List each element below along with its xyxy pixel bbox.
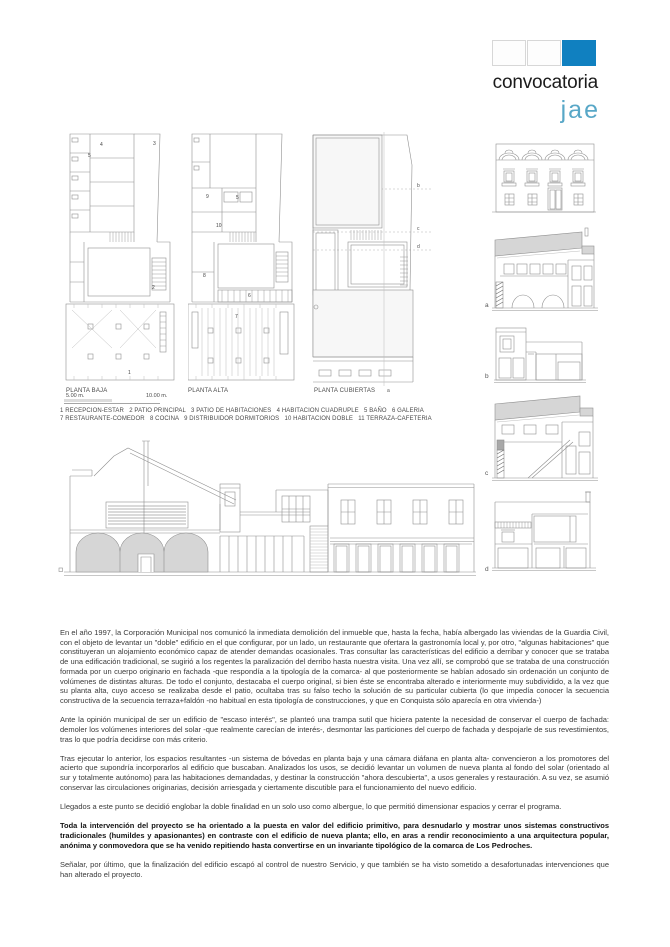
section-a-pier xyxy=(496,282,503,308)
paragraph-4: Llegados a este punto se decidió englobar la doble finalidad en un solo uso como albergue, lo que permitió dimensionar espacios y cerrar el programa. xyxy=(60,802,562,812)
brand-title: convocatoria xyxy=(492,72,598,93)
section-a-drawing xyxy=(490,224,600,312)
longitudinal-section-drawing xyxy=(56,426,480,590)
brand-square-2 xyxy=(527,40,561,66)
brand-square-accent xyxy=(562,40,596,66)
article-body xyxy=(60,628,609,889)
room-number: 2 xyxy=(152,285,155,291)
long-section-stove-door xyxy=(138,554,154,572)
section-marker-d: d xyxy=(417,244,420,250)
plan-alta-drawing xyxy=(188,132,298,390)
plan-cubiertas-walls xyxy=(313,135,413,382)
paragraph-1: En el año 1997, la Corporación Municipal nos comunicó la inmediata demolición del inmueble que, hasta la fecha, había albergado las viviendas de la Guardia Civil, con el objeto de levantar un "doble" edificio en el que configurar, por un lado, un restaurante que ofertara la gastronomía local y, por otro, "algunas habitaciones" que constituyeran un alojamiento económico capaz de atender demandas ocasionales. Tras consultar las características del edificio a derribar y conocer que se trataba de una edificación tradicional, se sugirió a los regentes la paralización del derribo hasta nuestra visita. Una vez allí, se comprobó que se trataba de una construcción formada por un cuerpo originario en fachada -que respondía a la tipología de la comarca- al que posteriormente se habían adosado sin ordenación un conjunto de volúmenes de distintas alturas. De todo el conjunto, destacaba el cuerpo original, si bien éste se encontraba alterado e interiormente muy subdividido, a la vez que su planta alta, cuyo acceso se realizaba desde el patio, ocultaba tras su falso techo la solución de su particular cubierta (lo que impedía conocer la secuencia constructiva de la secuencia terraza+faldón -no habitual en esta tipología de construcciones, y que en Conquista sólo aparecía en otra vivienda-) xyxy=(60,628,609,705)
plan-baja-walls xyxy=(66,134,174,380)
elevation-b-lines xyxy=(494,328,586,383)
long-section-truss-slats xyxy=(108,506,186,524)
room-number: 4 xyxy=(100,142,103,148)
room-number: 5 xyxy=(88,153,91,159)
brand-squares xyxy=(492,40,598,67)
section-c-drawing xyxy=(490,392,600,484)
room-number: 9 xyxy=(206,194,209,200)
section-a-roof-step xyxy=(582,246,594,254)
plan-alta-label: PLANTA ALTA xyxy=(188,388,229,394)
section-marker-b: b xyxy=(417,183,420,189)
room-number: 10 xyxy=(216,223,222,229)
section-d-eave-hatch xyxy=(498,522,528,528)
paragraph-2: Ante la opinión municipal de ser un edificio de "escaso interés", se planteó una trampa sutil que hiciera patente la necesidad de conservar el cuerpo de fachada: demoler los volúmenes interiores del solar -que realmente carecían de interés-, desmontar las particiones del cuerpo de fachada y despojarle de sus revestimientos, tras lo que podría decidirse con más criterio. xyxy=(60,715,609,744)
plan-cubiertas-drawing xyxy=(305,130,440,395)
room-number: 6 xyxy=(248,293,251,299)
section-marker-a: a xyxy=(387,388,390,394)
brand-logo-jae: jae xyxy=(560,96,600,124)
elevation-label-c: c xyxy=(485,470,489,477)
room-number: 1 xyxy=(128,370,131,376)
legend-line-2: 7 RESTAURANTE-COMEDOR 8 COCINA 9 DISTRIBUIDOR DORMITORIOS 10 HABITACION DOBLE 11 TERRAZA-CAFETERIA xyxy=(60,416,432,422)
room-number: 8 xyxy=(203,273,206,279)
plan-cubiertas-stair-hatch xyxy=(351,230,408,285)
scale-bar xyxy=(64,399,160,404)
plan-alta-walls xyxy=(188,134,294,380)
plan-baja-drawing xyxy=(64,132,176,390)
elevation-label-d: d xyxy=(485,566,489,573)
elevation-label-a: a xyxy=(485,302,489,309)
plan-cubiertas-label: PLANTA CUBIERTAS xyxy=(314,388,376,394)
section-marker-c: c xyxy=(417,226,420,232)
section-c-roof xyxy=(495,396,580,420)
section-c-roof-step xyxy=(580,408,593,416)
section-d-lines xyxy=(492,492,596,571)
long-section-right-block xyxy=(328,484,474,572)
plan-baja-label: PLANTA BAJA xyxy=(66,388,108,394)
plan-baja-detail xyxy=(72,304,158,380)
paragraph-3: Tras ejecutar lo anterior, los espacios resultantes -un sistema de bóvedas en planta baja y una cámara diáfana en planta alta- convencieron a los promotores del acierto que supondría incorporarlos al edificio que buscaban. Analizados los usos, se decidió levantar un volumen de nueva planta al fondo del solar (orientado al sur y totalmente autónomo) para las habitaciones demandadas, y destinar la construcción "ahora descubierta", a usos generales y restauración. A su vez, se asumió conservar las circulaciones originarias, decisión arriesgada y ciertamente discutible para el funcionamiento del nuevo edificio. xyxy=(60,753,609,792)
room-number: 3 xyxy=(153,141,156,147)
paragraph-6: Señalar, por último, que la finalización del edificio escapó al control de nuestro Servicio, y que también se ha visto sometido a desafortunadas intervenciones que han alterado el proyecto. xyxy=(60,859,609,879)
room-number: 7 xyxy=(235,314,238,320)
scale-end-label: 10.00 m. xyxy=(146,393,168,399)
facade-outline xyxy=(492,144,596,212)
scale-mid-label: 5.00 m. xyxy=(66,393,85,399)
elevation-label-b: b xyxy=(485,373,489,380)
paragraph-5-bold: Toda la intervención del proyecto se ha orientado a la puesta en valor del edificio primitivo, para desnudarlo y mostrar unos sistemas constructivos tradicionales (humildes y apasionantes) en contraste con el edificio de nueva planta; ello, en aras a rendir reconocimiento a una arquitectura popular, anónima y conmovedora que se ha venido repitiendo hasta convertirse en un invariante tipológico de la comarca de Los Pedroches. xyxy=(60,821,609,850)
section-a-roof xyxy=(495,232,582,256)
section-c-pier xyxy=(497,440,504,478)
long-section-stair-ladder xyxy=(310,529,328,568)
scale-bar-segment xyxy=(64,399,112,402)
brand-square-1 xyxy=(492,40,526,66)
room-number: 5 xyxy=(236,195,239,201)
plan-alta-stair-hatch xyxy=(222,232,288,302)
section-c-lines xyxy=(492,415,598,481)
facade-elevation-drawing xyxy=(490,136,600,220)
legend-line-1: 1 RECEPCION-ESTAR 2 PATIO PRINCIPAL 3 PATIO DE HABITACIONES 4 HABITACION CUADRUPLE 5 BAÑO 6 GALERIA xyxy=(60,408,424,414)
elevation-b-drawing xyxy=(490,324,600,386)
section-d-drawing xyxy=(490,488,600,580)
